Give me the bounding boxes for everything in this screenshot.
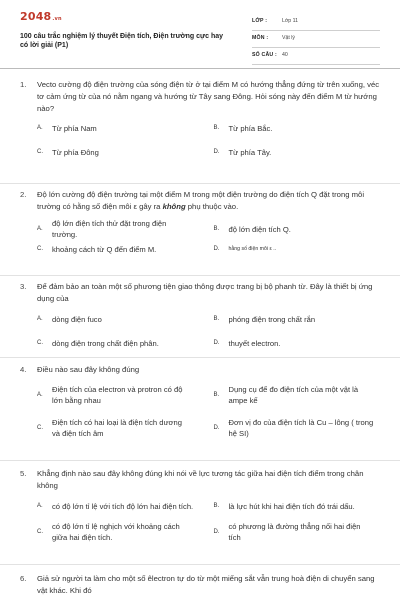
option-letter: D. [213, 246, 220, 252]
option-letter: B. [213, 125, 220, 131]
question-stem [20, 573, 382, 597]
option-text: dòng điện trong chất điện phân. [52, 339, 159, 348]
meta-row-subject [252, 31, 380, 48]
question-number: 5. [20, 469, 27, 478]
option-letter: B. [213, 225, 220, 232]
option-text: Đơn vị đo của điện tích là Cu – lông ( trong hệ SI) [228, 418, 374, 438]
option-d[interactable] [214, 147, 383, 158]
option-text: có phương là đường thẳng nối hai điện tích [228, 522, 361, 542]
logo-suffix: .vn [52, 16, 62, 22]
option-text: có độ lớn tỉ lệ nghịch với khoảng cách giữa hai điện tích. [52, 522, 180, 542]
option-c[interactable] [37, 147, 206, 158]
answer-options [20, 123, 382, 158]
question-stem [20, 364, 382, 376]
option-d[interactable] [214, 338, 383, 349]
question-stem [20, 79, 382, 115]
answer-options [20, 218, 382, 255]
question-5 [0, 461, 400, 565]
option-d[interactable] [214, 521, 383, 543]
option-letter: B. [213, 503, 220, 509]
page-header [0, 0, 400, 68]
option-text: Điện tích của electron và protron có độ lớn bằng nhau [52, 385, 183, 405]
option-text: có độ lớn tỉ lệ với tích độ lớn hai điện tích. [52, 502, 194, 511]
question-text: Độ lớn cường độ điện trường tại một điểm M trong một điện trường do điện tích Q đặt trong môi trường có hằng số điện môi ε gây ra không phụ thuộc vào. [37, 190, 365, 211]
question-stem [20, 189, 382, 213]
option-letter: A. [37, 391, 43, 398]
option-b[interactable] [214, 123, 383, 134]
question-text: Điều nào sau đây không đúng [37, 365, 140, 374]
header-divider [0, 68, 400, 69]
question-text: Vecto cường độ điện trường của sóng điện từ ở tại điểm M có hướng thẳng đứng từ trên xuống, véc tơ cảm ứng từ của nó nằm ngang và hướng từ Tây sang Đông. Hỏi sóng này đến điểm M từ hướng nào? [37, 80, 380, 113]
question-text: Giả sử người ta làm cho một số êlectron tự do từ một miếng sắt vẫn trung hoà điện di chuyển sang vật khác. Khi đó [37, 574, 375, 595]
option-text: phóng điện trong chất rắn [228, 315, 316, 324]
option-letter: A. [37, 125, 43, 131]
option-text: khoảng cách từ Q đến điểm M. [52, 245, 157, 254]
option-text: dòng điện fuco [52, 315, 102, 324]
option-text: Từ phía Nam [52, 124, 97, 133]
option-letter: B. [213, 316, 220, 322]
option-a[interactable] [37, 384, 206, 406]
option-b[interactable] [214, 384, 383, 406]
option-letter: D. [213, 149, 220, 155]
option-letter: D. [213, 340, 220, 346]
option-letter: C. [37, 528, 43, 535]
question-stem [20, 468, 382, 492]
meta-label: MÔN : [252, 35, 269, 42]
question-text: Để đảm bảo an toàn một số phương tiện giao thông được trang bị bộ phanh từ. Đây là thiết bị ứng dụng của [37, 282, 373, 303]
option-c[interactable] [37, 338, 206, 349]
option-d[interactable] [214, 244, 383, 255]
question-6 [0, 565, 400, 597]
option-letter: C. [37, 149, 43, 155]
option-c[interactable] [37, 244, 206, 255]
option-c[interactable] [37, 417, 206, 439]
option-letter: D. [213, 424, 220, 431]
option-letter: B. [213, 391, 220, 398]
meta-label: LỚP : [252, 18, 268, 25]
option-b[interactable] [214, 501, 383, 512]
question-number: 1. [20, 80, 27, 89]
option-letter: C. [37, 246, 43, 252]
meta-value: Vật lý [282, 35, 295, 42]
option-a[interactable] [37, 501, 206, 512]
emphasis-word: không [162, 202, 186, 211]
option-letter: A. [37, 503, 43, 509]
option-text: Từ phía Đông [52, 148, 99, 157]
question-1 [0, 79, 400, 184]
option-a[interactable] [37, 123, 206, 134]
option-letter: C. [37, 424, 43, 431]
meta-row-count [252, 48, 380, 65]
answer-options [20, 314, 382, 349]
option-text: Từ phía Tây. [228, 148, 272, 157]
meta-label: SỐ CÂU : [252, 52, 277, 59]
question-number: 4. [20, 365, 27, 374]
question-3 [0, 276, 400, 358]
meta-row-class [252, 14, 380, 31]
option-text: hằng số điện môi ε .. [228, 246, 277, 252]
option-text: thuyết electron. [228, 339, 281, 348]
meta-value: Lớp 11 [282, 18, 298, 25]
meta-value: 40 [282, 52, 288, 59]
option-text: Từ phía Bắc. [228, 124, 273, 133]
logo-text: 2048 [20, 10, 52, 23]
option-text: là lực hút khi hai điện tích đó trái dấu. [228, 502, 355, 511]
question-number: 2. [20, 190, 27, 199]
option-b[interactable] [214, 314, 383, 325]
option-letter: A. [37, 225, 43, 232]
option-letter: A. [37, 316, 43, 322]
question-number: 3. [20, 282, 27, 291]
option-text: độ lớn điện tích thử đặt trong điện trường. [52, 219, 167, 239]
question-stem [20, 281, 382, 305]
answer-options [20, 384, 382, 439]
question-text: Khẳng định nào sau đây không đúng khi nói về lực tương tác giữa hai điện tích điểm trong chân không [37, 469, 364, 490]
option-text: Dụng cụ để đo điện tích của một vật là ampe kế [228, 385, 359, 405]
question-2 [0, 184, 400, 276]
question-4 [0, 358, 400, 461]
document-title: 100 câu trắc nghiệm lý thuyết Điện tích, Điện trường cực hay có lời giải (P1) [20, 33, 223, 50]
question-list [0, 79, 400, 597]
option-text: độ lớn điện tích Q. [228, 224, 291, 234]
option-b[interactable] [214, 218, 383, 240]
option-letter: D. [213, 528, 220, 535]
option-d[interactable] [214, 417, 383, 439]
option-text: Điện tích có hai loại là điện tích dương và điện tích âm [52, 418, 182, 438]
document-meta [252, 14, 380, 65]
question-number: 6. [20, 574, 27, 583]
option-a[interactable] [37, 218, 206, 240]
option-letter: C. [37, 340, 43, 346]
answer-options [20, 501, 382, 543]
option-c[interactable] [37, 521, 206, 543]
option-a[interactable] [37, 314, 206, 325]
